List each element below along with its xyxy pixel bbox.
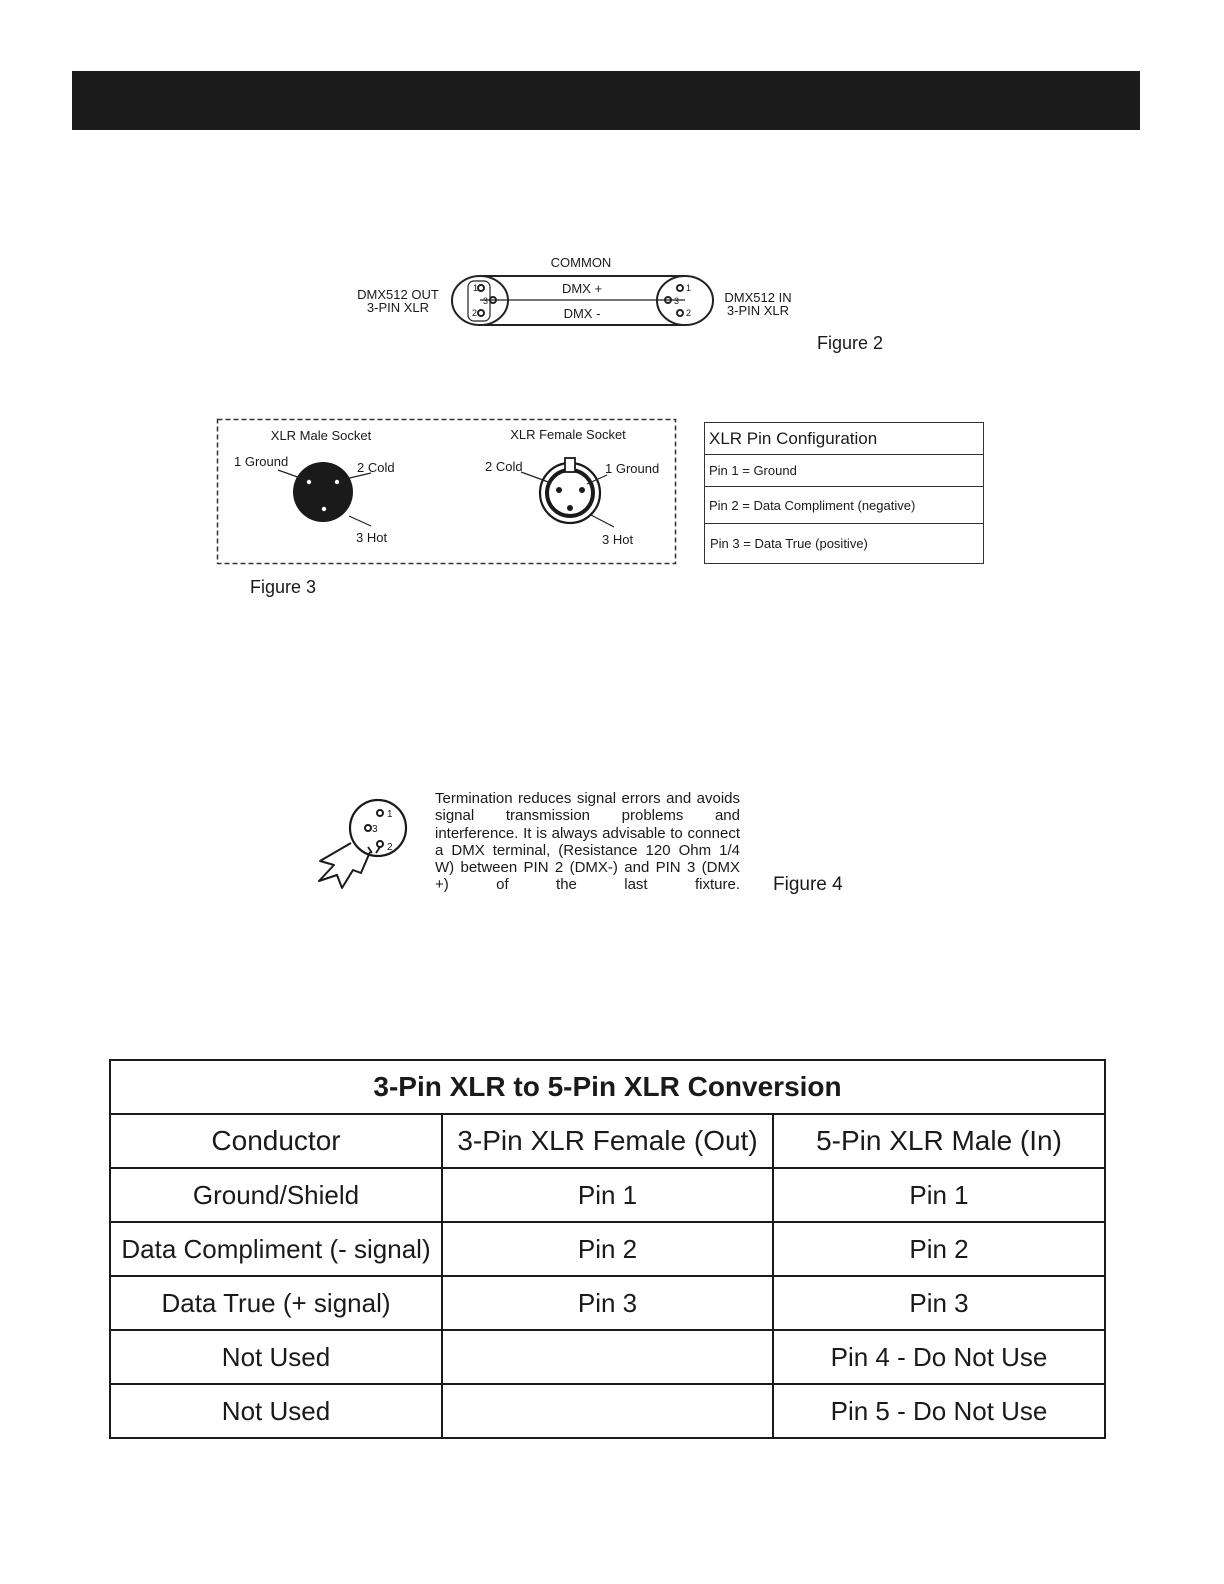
in-pin-3-label: 3 — [674, 296, 680, 306]
table-cell: Data Compliment (- signal) — [110, 1222, 442, 1276]
table-cell: Pin 4 - Do Not Use — [773, 1330, 1105, 1384]
dmx-cable-diagram — [340, 250, 810, 340]
table-row — [110, 1168, 1105, 1222]
female-pin-2 — [556, 487, 562, 493]
male-pin-1 — [307, 480, 311, 484]
conversion-table-title: 3-Pin XLR to 5-Pin XLR Conversion — [110, 1060, 1105, 1114]
column-header: Conductor — [110, 1114, 442, 1168]
in-pin-1-label: 1 — [686, 283, 692, 293]
female-hot-label: 3 Hot — [602, 532, 634, 547]
table-row — [110, 1222, 1105, 1276]
table-cell: Pin 1 — [773, 1168, 1105, 1222]
in-pin-2 — [677, 310, 683, 316]
termination-description: Termination reduces signal errors and avoids signal transmission problems and interference. It is always advisable to connect a DMX terminal, (Resistance 120 Ohm 1/4 W) between PIN 2 (DMX-) and PIN 3 (DMX +) of the last fixture. — [435, 790, 740, 894]
dmx-in-label: DMX512 IN — [724, 290, 792, 305]
figure-4-label: Figure 4 — [773, 874, 843, 895]
table-cell: Pin 2 — [442, 1222, 773, 1276]
pin-config-row: Pin 2 = Data Compliment (negative) — [705, 487, 983, 524]
female-socket-key — [565, 458, 575, 472]
table-cell: Not Used — [110, 1330, 442, 1384]
table-header-row — [110, 1114, 1105, 1168]
male-cold-label: 2 Cold — [357, 460, 395, 475]
table-cell: Pin 3 — [442, 1276, 773, 1330]
male-socket — [293, 462, 353, 522]
table-cell: Pin 5 - Do Not Use — [773, 1384, 1105, 1438]
terminator-pin-2-label: 2 — [387, 842, 393, 853]
male-pin-2 — [335, 480, 339, 484]
male-pin-3 — [322, 507, 326, 511]
pin-config-title: XLR Pin Configuration — [705, 423, 983, 455]
terminator-pin-1 — [377, 810, 383, 816]
table-cell: Pin 3 — [773, 1276, 1105, 1330]
female-hot-leader — [591, 515, 614, 527]
out-pin-2-label: 2 — [472, 308, 478, 318]
column-header: 3-Pin XLR Female (Out) — [442, 1114, 773, 1168]
male-hot-label: 3 Hot — [356, 530, 388, 545]
table-cell: Pin 1 — [442, 1168, 773, 1222]
dmx-minus-label: DMX - — [563, 306, 601, 321]
resistor-symbol — [319, 843, 370, 888]
female-pin-3 — [567, 505, 573, 511]
xlr-socket-diagram — [216, 418, 678, 566]
table-row — [110, 1330, 1105, 1384]
common-label: COMMON — [550, 255, 612, 270]
out-pin-3-label: 3 — [483, 296, 489, 306]
conversion-table — [109, 1059, 1106, 1439]
table-row — [110, 1384, 1105, 1438]
pin-config-row: Pin 1 = Ground — [705, 455, 983, 487]
terminator-plug — [350, 800, 406, 856]
figure-2-label: Figure 2 — [817, 333, 884, 353]
pin-config-row: Pin 3 = Data True (positive) — [710, 536, 868, 551]
table-cell: Pin 2 — [773, 1222, 1105, 1276]
dmx-terminator-icon — [312, 795, 424, 895]
dmx-in-sublabel: 3-PIN XLR — [726, 303, 790, 318]
terminator-pin-3 — [365, 825, 371, 831]
terminator-pin-1-label: 1 — [387, 809, 393, 820]
male-ground-label: 1 Ground — [234, 454, 289, 469]
table-row — [110, 1276, 1105, 1330]
table-cell — [442, 1384, 773, 1438]
table-cell: Data True (+ signal) — [110, 1276, 442, 1330]
figure-3-label: Figure 3 — [250, 577, 317, 597]
table-cell: Not Used — [110, 1384, 442, 1438]
male-hot-leader — [349, 516, 371, 526]
table-cell — [442, 1330, 773, 1384]
out-pin-1-label: 1 — [473, 283, 479, 293]
female-ground-label: 1 Ground — [605, 461, 660, 476]
in-pin-2-label: 2 — [686, 308, 692, 318]
terminator-pin-3-label: 3 — [372, 824, 378, 835]
header-bar — [72, 71, 1140, 130]
terminator-pin-2 — [377, 841, 383, 847]
out-pin-2 — [478, 310, 484, 316]
dmx-plus-label: DMX + — [561, 281, 603, 296]
column-header: 5-Pin XLR Male (In) — [773, 1114, 1105, 1168]
table-cell: Ground/Shield — [110, 1168, 442, 1222]
male-socket-title: XLR Male Socket — [270, 428, 372, 443]
female-pin-1 — [579, 487, 585, 493]
female-cold-label: 2 Cold — [485, 459, 523, 474]
dmx-out-sublabel: 3-PIN XLR — [366, 300, 430, 315]
dmx-out-label: DMX512 OUT — [357, 287, 439, 302]
in-pin-1 — [677, 285, 683, 291]
female-socket-title: XLR Female Socket — [510, 427, 626, 442]
out-pin-1 — [478, 285, 484, 291]
pin-config-box — [704, 422, 984, 564]
